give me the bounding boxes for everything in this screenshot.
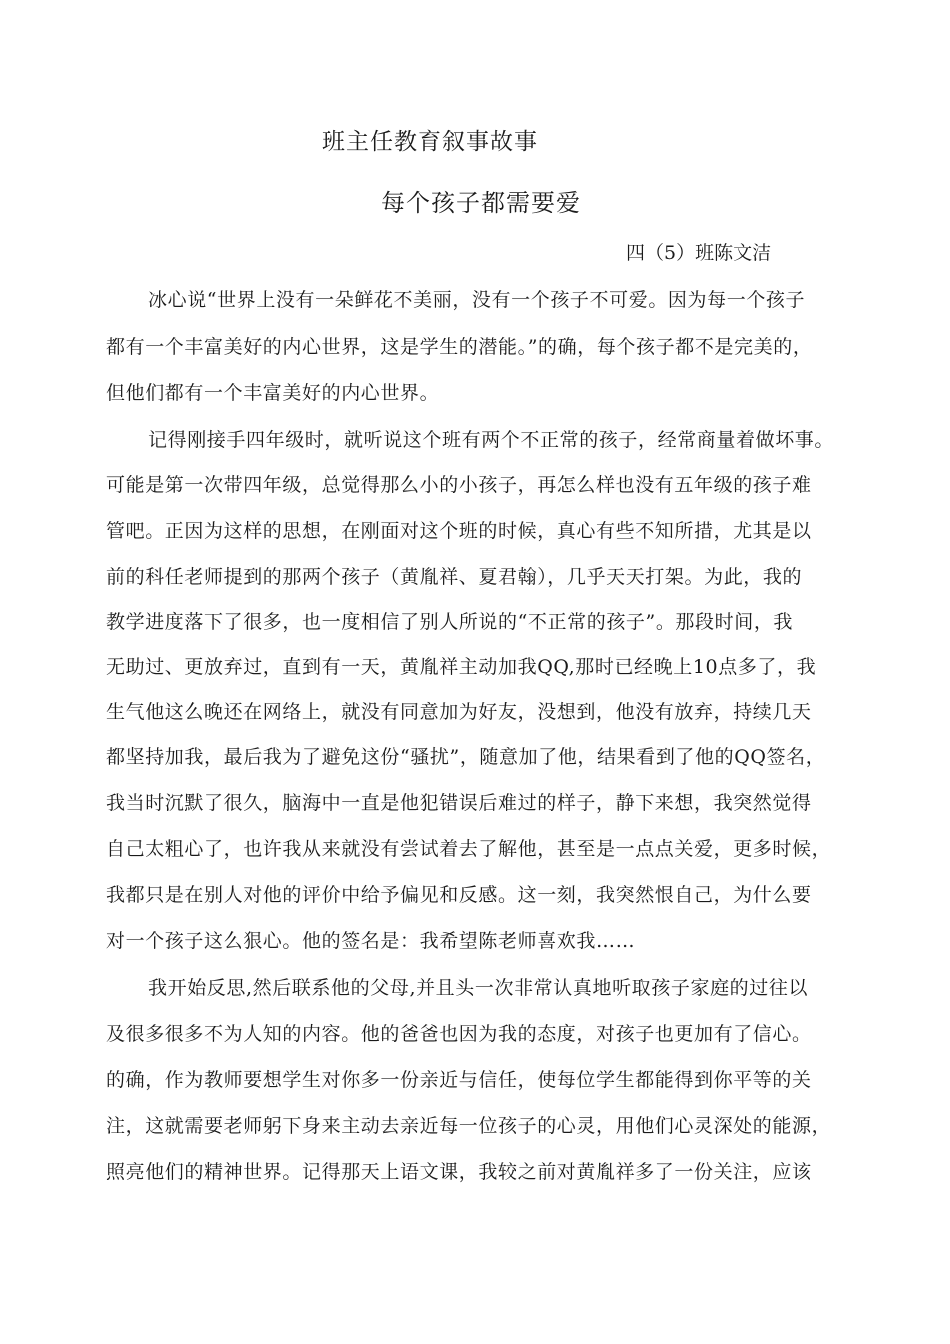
paragraph-line: 自己太粗心了，也许我从来就没有尝试着去了解他，甚至是一点点关爱，更多时候， bbox=[106, 838, 832, 860]
paragraph-line: 我开始反思,然后联系他的父母,并且头一次非常认真地听取孩子家庭的过往以 bbox=[148, 977, 809, 999]
paragraph-line: 管吧。正因为这样的思想，在刚面对这个班的时候，真心有些不知所措，尤其是以 bbox=[106, 520, 812, 542]
paragraph-line: 生气他这么晚还在网络上，就没有同意加为好友，没想到，他没有放弃，持续几天 bbox=[106, 701, 812, 723]
paragraph-line: 都坚持加我，最后我为了避免这份“骚扰”，随意加了他，结果看到了他的QQ签名， bbox=[106, 746, 826, 768]
paragraph-line: 照亮他们的精神世界。记得那天上语文课，我较之前对黄胤祥多了一份关注，应该 bbox=[106, 1161, 812, 1183]
paragraph-line: 对一个孩子这么狠心。他的签名是：我希望陈老师喜欢我…… bbox=[106, 930, 636, 952]
paragraph-line: 的确，作为教师要想学生对你多一份亲近与信任，使每位学生都能得到你平等的关 bbox=[106, 1069, 812, 1091]
page-title: 班主任教育叙事故事 bbox=[322, 129, 538, 155]
author-line: 四（5）班陈文洁 bbox=[626, 242, 772, 264]
paragraph-line: 我当时沉默了很久，脑海中一直是他犯错误后难过的样子，静下来想，我突然觉得 bbox=[106, 792, 812, 814]
paragraph-line: 及很多很多不为人知的内容。他的爸爸也因为我的态度，对孩子也更加有了信心。 bbox=[106, 1023, 812, 1045]
paragraph-line: 冰心说“世界上没有一朵鲜花不美丽，没有一个孩子不可爱。因为每一个孩子 bbox=[148, 289, 806, 311]
paragraph-line: 记得刚接手四年级时，就听说这个班有两个不正常的孩子，经常商量着做坏事。 bbox=[148, 429, 835, 451]
paragraph-line: 前的科任老师提到的那两个孩子（黄胤祥、夏君翰），几乎天天打架。为此，我的 bbox=[106, 566, 803, 588]
paragraph-line: 我都只是在别人对他的评价中给予偏见和反感。这一刻，我突然恨自己，为什么要 bbox=[106, 884, 812, 906]
paragraph-line: 教学进度落下了很多，也一度相信了别人所说的“不正常的孩子”。那段时间，我 bbox=[106, 611, 794, 633]
paragraph-line: 注，这就需要老师躬下身来主动去亲近每一位孩子的心灵，用他们心灵深处的能源， bbox=[106, 1115, 832, 1137]
paragraph-line: 都有一个丰富美好的内心世界，这是学生的潜能。”的确，每个孩子都不是完美的， bbox=[106, 336, 813, 358]
page-subtitle: 每个孩子都需要爱 bbox=[381, 189, 581, 217]
paragraph-line: 但他们都有一个丰富美好的内心世界。 bbox=[106, 382, 440, 404]
paragraph-line: 可能是第一次带四年级，总觉得那么小的小孩子，再怎么样也没有五年级的孩子难 bbox=[106, 474, 812, 496]
paragraph-line: 无助过、更放弃过，直到有一天，黄胤祥主动加我QQ,那时已经晚上10点多了，我 bbox=[106, 656, 817, 678]
